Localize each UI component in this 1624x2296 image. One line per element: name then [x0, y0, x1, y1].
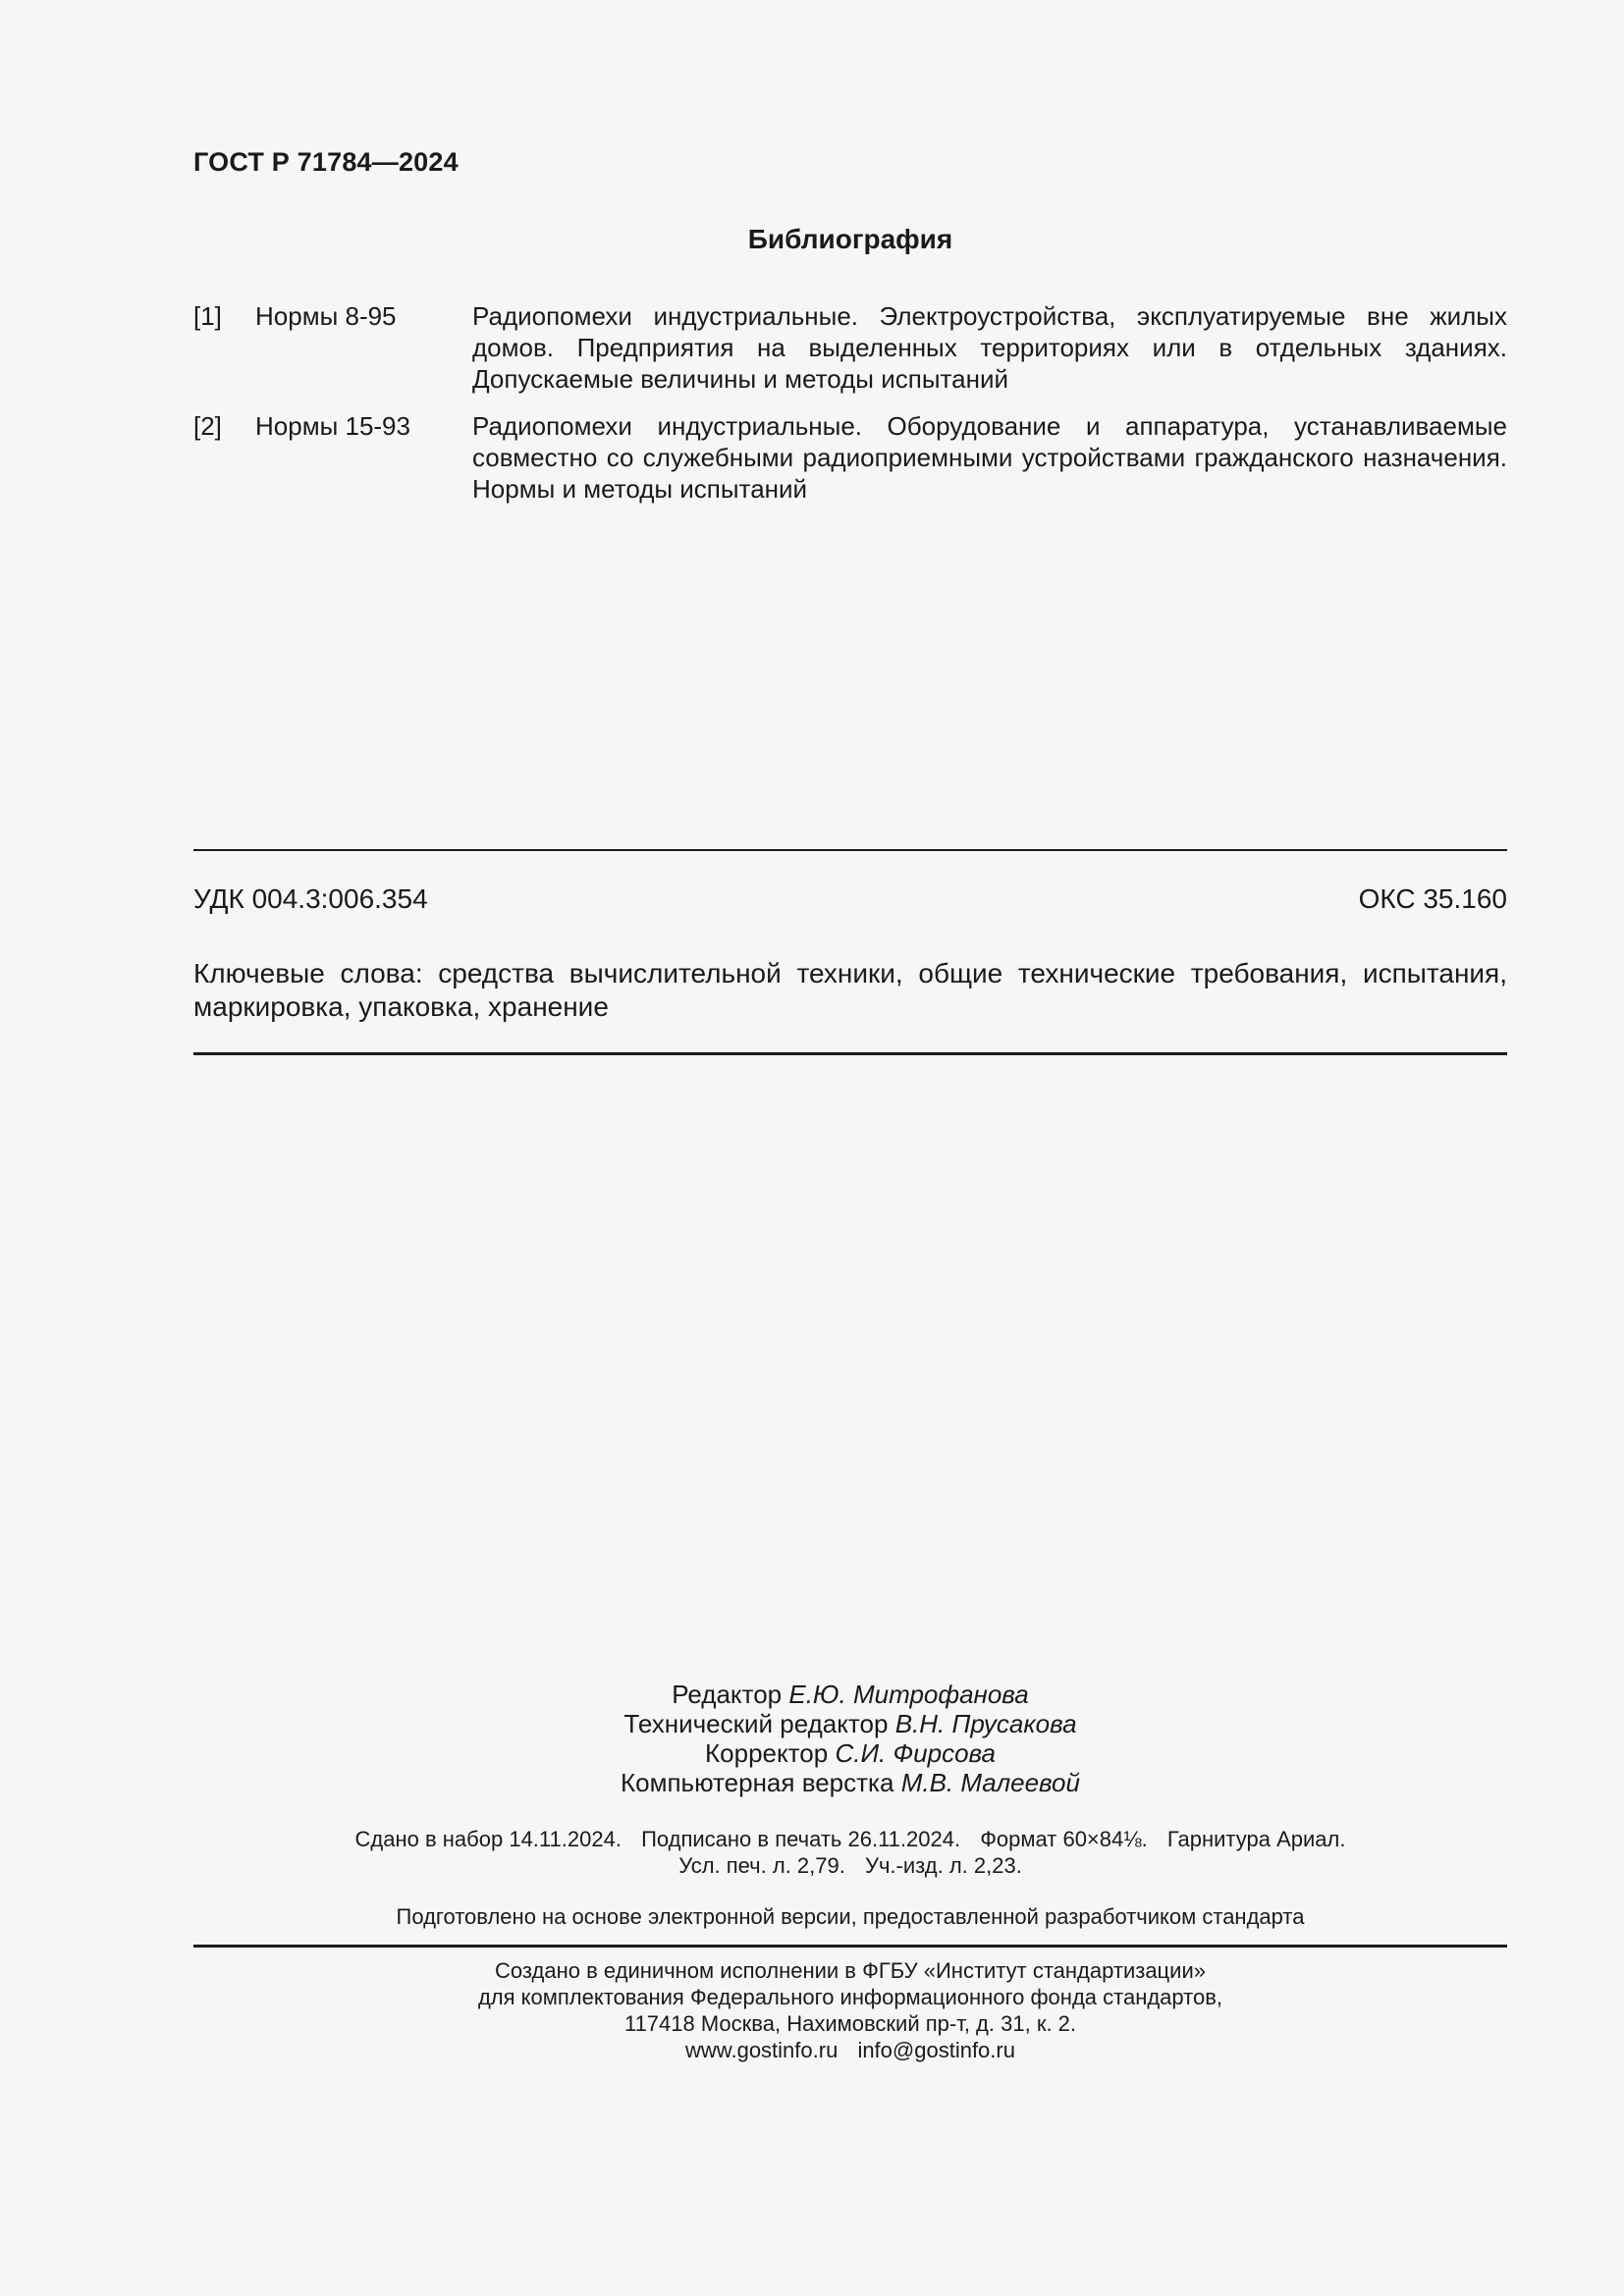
document-header: ГОСТ Р 71784—2024 — [193, 147, 459, 177]
entry-number: [1] — [193, 301, 222, 331]
credit-line — [193, 1680, 1507, 1709]
keywords: Ключевые слова: средства вычислительной техники, общие технические требования, испытания, маркировка, упаковка, хранение — [193, 958, 1507, 1022]
credit-line — [193, 1738, 1507, 1768]
email-link[interactable]: info@gostinfo.ru — [857, 2038, 1015, 2062]
credit-name: М.В. Малеевой — [900, 1768, 1080, 1797]
typeface: Гарнитура Ариал. — [1166, 1827, 1346, 1851]
publisher-contacts — [193, 2037, 1507, 2063]
prepared-note: Подготовлено на основе электронной версии, предоставленной разработчиком стандарта — [396, 1904, 1305, 1929]
publisher-line: для комплектования Федерального информационного фонда стандартов, — [477, 1985, 1223, 2009]
credit-role: Редактор — [672, 1680, 783, 1709]
entry-number: [2] — [193, 411, 222, 441]
bibliography-entry — [193, 410, 1507, 505]
print-info-line — [193, 1826, 1507, 1852]
website-link[interactable]: www.gostinfo.ru — [685, 2038, 839, 2062]
entry-code: Нормы 8-95 — [255, 301, 397, 331]
credit-name: Е.Ю. Митрофанова — [788, 1680, 1029, 1709]
publisher-address: 117418 Москва, Нахимовский пр-т, д. 31, к. 2. — [623, 2011, 1077, 2036]
bibliography-entry — [193, 300, 1507, 395]
credit-name: В.Н. Прусакова — [894, 1709, 1077, 1738]
credits-block — [193, 1680, 1507, 1797]
publisher-sheets: Уч.-изд. л. 2,23. — [864, 1853, 1022, 1878]
credit-role: Технический редактор — [623, 1709, 889, 1738]
print-info — [193, 1826, 1507, 1879]
print-format: Формат 60×84⅛. — [980, 1827, 1148, 1851]
bibliography-title: Библиография — [747, 224, 953, 254]
credit-line — [193, 1768, 1507, 1797]
oks-code: ОКС 35.160 — [1358, 883, 1507, 914]
signed-date: Подписано в печать 26.11.2024. — [641, 1827, 961, 1851]
publisher-info — [193, 1957, 1507, 2063]
credit-role: Корректор — [705, 1738, 829, 1768]
entry-text: Радиопомехи индустриальные. Оборудование и аппаратура, устанавливаемые совместно со служебными радиоприемными устройствами гражданского назначения. Нормы и методы испытаний — [472, 411, 1507, 504]
credit-role: Компьютерная верстка — [621, 1768, 894, 1797]
credit-name: С.И. Фирсова — [835, 1738, 996, 1768]
divider-bottom — [193, 1945, 1507, 1948]
submitted-date: Сдано в набор 14.11.2024. — [354, 1827, 622, 1851]
entry-text: Радиопомехи индустриальные. Электроустройства, эксплуатируемые вне жилых домов. Предприятия на выделенных территориях или в отдельных зданиях. Допускаемые величины и методы испытаний — [472, 301, 1507, 394]
print-info-line — [193, 1852, 1507, 1879]
entry-code: Нормы 15-93 — [255, 411, 410, 441]
divider-top — [193, 849, 1507, 851]
print-sheets: Усл. печ. л. 2,79. — [678, 1853, 845, 1878]
udk-code: УДК 004.3:006.354 — [193, 883, 428, 914]
publisher-line: Создано в единичном исполнении в ФГБУ «Институт стандартизации» — [495, 1958, 1206, 1983]
credit-line — [193, 1709, 1507, 1738]
divider-middle — [193, 1052, 1507, 1055]
